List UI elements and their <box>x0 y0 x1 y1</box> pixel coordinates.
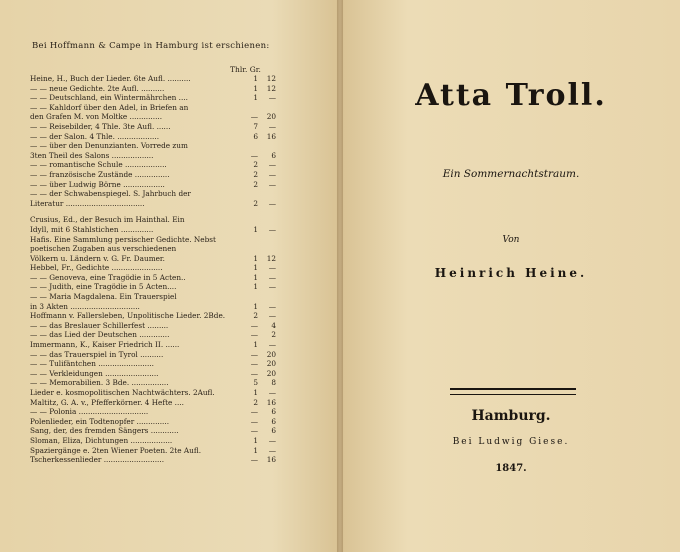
book-subtitle: Ein Sommernachtstraum. <box>442 168 580 180</box>
book-entry <box>30 273 296 283</box>
book-entry <box>30 369 296 379</box>
price-groschen: — <box>268 311 276 321</box>
price-groschen: — <box>268 435 276 445</box>
list-spacer <box>30 208 296 215</box>
book-entry <box>30 225 296 235</box>
book-entry <box>30 446 296 456</box>
book-entry-text: — — neue Gedichte. 2te Aufl. .......... <box>30 83 165 93</box>
price-thaler: — <box>250 320 258 330</box>
book-entry-text: den Grafen M. von Moltke .............. <box>30 112 163 122</box>
book-entry <box>30 378 296 388</box>
book-entry <box>30 455 296 465</box>
price-thaler: 1 <box>253 282 258 292</box>
book-entry-text: Hafis. Eine Sammlung persischer Gedichte. Nebst <box>30 234 216 244</box>
price-thaler: — <box>250 349 258 359</box>
book-entry-text: — — das Breslauer Schillerfest ......... <box>30 320 169 330</box>
price-thaler: 1 <box>253 263 258 273</box>
book-entry <box>30 132 296 142</box>
book-entry-text: — — Deutschland, ein Wintermährchen .... <box>30 93 188 103</box>
price-groschen: — <box>268 169 276 179</box>
book-entry-text: Sloman, Eliza, Dichtungen .................. <box>30 435 173 445</box>
book-entry <box>30 93 296 103</box>
price-groschen: 20 <box>266 359 276 369</box>
book-entry <box>30 388 296 398</box>
price-thaler: 1 <box>253 74 258 83</box>
publisher-header: Bei Hoffmann & Campe in Hamburg ist erschienen: <box>32 41 270 51</box>
price-groschen: 4 <box>271 320 276 330</box>
book-entry-text: — — Reisebilder, 4 Thle. 3te Aufl. ...... <box>30 121 171 131</box>
book-entry-text: — — über den Denunzianten. Vorrede zum <box>30 141 188 151</box>
price-groschen: 8 <box>271 378 276 388</box>
book-title: Atta Troll. <box>415 78 607 113</box>
price-thaler: 2 <box>253 160 258 170</box>
price-groschen: — <box>268 445 276 455</box>
price-groschen: 16 <box>266 131 276 141</box>
book-entry-text: — — französische Zustände ............... <box>30 169 170 179</box>
book-entry-text: — — Verkleidungen ....................... <box>30 368 159 378</box>
price-groschen: — <box>268 121 276 131</box>
price-groschen: 6 <box>271 416 276 426</box>
book-entry-text: Hebbel, Fr., Gedichte ...................... <box>30 263 163 273</box>
price-groschen: 12 <box>266 74 276 83</box>
book-entry <box>30 407 296 417</box>
price-groschen: 20 <box>266 349 276 359</box>
price-thaler: — <box>250 359 258 369</box>
book-entry-text: — — das Lied der Deutschen ............. <box>30 330 170 340</box>
price-groschen: 20 <box>266 112 276 122</box>
book-entry <box>30 436 296 446</box>
price-groschen: 6 <box>271 407 276 417</box>
book-entry <box>30 292 296 302</box>
book-entry-text: in 3 Akten .............................. <box>30 301 140 311</box>
book-entry <box>30 189 296 199</box>
book-entry <box>30 398 296 408</box>
book-entry-text: Polenlieder, ein Todtenopfer .............. <box>30 416 170 426</box>
price-thaler: — <box>250 150 258 160</box>
price-groschen: 16 <box>266 455 276 465</box>
price-thaler: 1 <box>253 340 258 350</box>
book-entry <box>30 350 296 360</box>
price-groschen: — <box>268 93 276 103</box>
book-entry-text: — — der Salon. 4 Thle. .................. <box>30 131 160 141</box>
book-entry <box>30 254 296 264</box>
book-entry <box>30 180 296 190</box>
book-entry-text: — — das Trauerspiel in Tyrol .......... <box>30 349 164 359</box>
price-thaler: 1 <box>253 93 258 103</box>
book-entry <box>30 74 296 84</box>
book-entry <box>30 122 296 132</box>
book-entry <box>30 215 296 225</box>
price-thaler: 2 <box>253 397 258 407</box>
book-entry-text: — — Maria Magdalena. Ein Trauerspiel <box>30 292 177 302</box>
price-thaler: — <box>250 330 258 340</box>
price-thaler: 5 <box>253 378 258 388</box>
book-entry-text: Hoffmann v. Fallersleben, Unpolitische Lieder. 2Bde. <box>30 311 226 321</box>
price-thaler: 1 <box>253 83 258 93</box>
book-entry <box>30 170 296 180</box>
price-groschen: — <box>268 198 276 208</box>
price-groschen: — <box>268 160 276 170</box>
price-thaler: — <box>250 455 258 465</box>
book-entry-text: Immermann, K., Kaiser Friedrich II. ...... <box>30 340 180 350</box>
book-entry-text: — — Judith, eine Tragödie in 5 Acten.... <box>30 282 177 292</box>
book-entry <box>30 112 296 122</box>
price-groschen: — <box>268 388 276 397</box>
book-entry-text: — — der Schwabenspiegel. S. Jahrbuch der <box>30 189 191 199</box>
price-thaler: — <box>250 416 258 426</box>
price-thaler: 2 <box>253 198 258 208</box>
book-entry <box>30 103 296 113</box>
price-groschen: — <box>268 263 276 273</box>
by-line: Von <box>502 235 520 245</box>
book-entry-text: — — Kahldorf über den Adel, in Briefen an <box>30 102 189 112</box>
book-entry-text: Sang, der, des fremden Sängers ............ <box>30 426 179 436</box>
book-entry-text: 3ten Theil des Salons .................. <box>30 150 154 160</box>
book-entry-text: — — Tulifäntchen ........................ <box>30 359 154 369</box>
book-entry-text: — — über Ludwig Börne .................. <box>30 179 165 189</box>
price-groschen: 12 <box>266 253 276 263</box>
price-groschen: — <box>268 272 276 282</box>
book-entry <box>30 302 296 312</box>
book-entry <box>30 235 296 245</box>
book-entry <box>30 151 296 161</box>
book-entry <box>30 426 296 436</box>
price-thaler: 1 <box>253 301 258 311</box>
price-groschen: — <box>268 179 276 189</box>
book-entry <box>30 417 296 427</box>
book-entry <box>30 244 296 254</box>
price-groschen: — <box>268 301 276 311</box>
book-entry-text: Idyll, mit 6 Stahlstichen .............. <box>30 224 154 234</box>
book-entry-text: — — romantische Schule .................. <box>30 160 167 170</box>
price-thaler: 7 <box>253 121 258 131</box>
book-entry <box>30 340 296 350</box>
price-groschen: 12 <box>266 83 276 93</box>
price-groschen: 6 <box>271 426 276 436</box>
price-thaler: 6 <box>253 131 258 141</box>
price-thaler: 1 <box>253 388 258 397</box>
price-thaler: 1 <box>253 272 258 282</box>
book-entry <box>30 160 296 170</box>
price-thaler: 1 <box>253 445 258 455</box>
publication-city: Hamburg. <box>471 408 551 424</box>
right-page-title-page <box>342 0 680 552</box>
book-entry-text: poetischen Zugaben aus verschiedenen <box>30 244 177 254</box>
price-thaler: 2 <box>253 169 258 179</box>
book-entry-text: — — Memorabilien. 3 Bde. ................ <box>30 378 169 388</box>
price-thaler: — <box>250 368 258 378</box>
price-column-headers: Thlr. Gr. <box>230 65 261 74</box>
price-thaler: — <box>250 112 258 122</box>
price-groschen: — <box>268 224 276 234</box>
book-entry-text: — — Genoveva, eine Tragödie in 5 Acten.. <box>30 272 186 282</box>
book-entry-text: Heine, H., Buch der Lieder. 6te Aufl. .......... <box>30 74 191 83</box>
book-entry <box>30 84 296 94</box>
price-groschen: 6 <box>271 150 276 160</box>
book-entry-text: Crusius, Ed., der Besuch im Hainthal. Ein <box>30 215 185 225</box>
price-groschen: 20 <box>266 368 276 378</box>
book-entry <box>30 199 296 209</box>
book-list <box>30 74 296 465</box>
price-thaler: 1 <box>253 224 258 234</box>
book-entry-text: Literatur .................................. <box>30 198 145 208</box>
decorative-rule <box>450 388 576 395</box>
book-entry <box>30 282 296 292</box>
price-thaler: 2 <box>253 179 258 189</box>
book-entry <box>30 263 296 273</box>
author-name: Heinrich Heine. <box>434 266 588 280</box>
book-entry <box>30 311 296 321</box>
book-entry <box>30 330 296 340</box>
price-thaler: 1 <box>253 435 258 445</box>
book-entry-text: Völkern u. Ländern v. G. Fr. Daumer. <box>30 253 165 263</box>
price-thaler: 1 <box>253 253 258 263</box>
left-page-advertisement <box>0 0 338 552</box>
price-thaler: 2 <box>253 311 258 321</box>
book-entry <box>30 141 296 151</box>
publisher-name: Bei Ludwig Giese. <box>452 437 570 447</box>
book-entry-text: Spaziergänge e. 2ten Wiener Poeten. 2te Aufl. <box>30 445 202 455</box>
book-entry-text: Tscherkessenlieder .......................... <box>30 455 165 465</box>
book-entry-text: Maltitz, G. A. v., Pfefferkörner. 4 Hefte .... <box>30 397 184 407</box>
price-thaler: — <box>250 407 258 417</box>
price-groschen: — <box>268 340 276 350</box>
price-groschen: 2 <box>271 330 276 340</box>
price-groschen: 16 <box>266 397 276 407</box>
publication-year: 1847. <box>495 463 527 474</box>
book-entry-text: Lieder e. kosmopolitischen Nachtwächters. 2Aufl. <box>30 388 215 397</box>
book-entry <box>30 321 296 331</box>
price-thaler: — <box>250 426 258 436</box>
price-groschen: — <box>268 282 276 292</box>
book-entry-text: — — Polonia .............................. <box>30 407 149 417</box>
book-entry <box>30 359 296 369</box>
